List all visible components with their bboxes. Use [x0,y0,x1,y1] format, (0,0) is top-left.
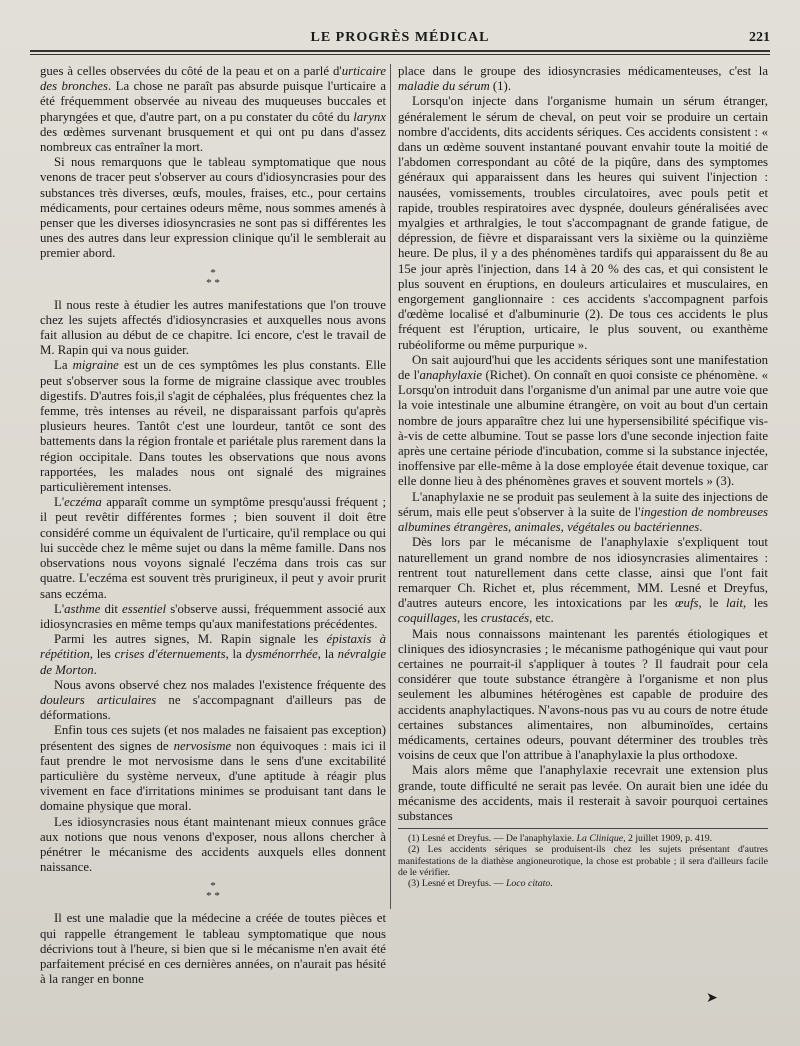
footnote-rule [398,828,768,829]
paragraph: Nous avons observé chez nos malades l'existence fréquente des douleurs articulaires ne s'accompagnant d'ailleurs pas de déformations. [40,677,386,723]
paragraph: L'eczéma apparaît comme un symptôme presqu'aussi fréquent ; il peut revêtir différentes formes ; bien souvent il doit être considéré comme un équivalent de l'urticaire, qu'il remplace ou qui lui succède chez le même sujet ou dans la même famille. Dans nos observations nous voyons signalé l'eczéma dans trois cas sur quatre. L'eczéma est souvent très prurigineux, il peut y avoir prurit sans eczéma. [40,495,386,601]
footnotes [398,833,768,889]
paragraph: Lorsqu'on injecte dans l'organisme humain un sérum étranger, généralement le sérum de cheval, on peut voir se produire un certain nombre d'accidents, dits accidents sériques. Ces accidents consistent : « dans un œdème souvent instantané pouvant envahir toute la moitié de l'abdomen correspondant au côté de la piqûre, dans des symptomes généraux qui apparaissent dans les heures qui suivent l'injection : nausées, vomissements, troubles circulatoires, avec pouls petit et rapide, troubles respiratoires avec dyspnée, douleurs généralisées avec myalgies et arthralgies, le tout s'accompagnant de grande fatigue, de dépression, de fièvre et disparaissant vers la sixième ou la quinzième heure. De plus, il y a des phénomènes tardifs qui apparaissent du 8e au 15e jour après l'injection, dans 14 à 20 % des cas, et qui consistent le plus souvent en éruptions, en douleurs articulaires et musculaires, en engorgement ganglionnaire : ces accidents s'accompagnent parfois d'œdème localisé et d'albuminurie (2). De tous ces accidents le plus fréquent est l'éruption, urticaire, le plus souvent, ou exanthème rubéoliforme ou même purpurique ». [398,94,768,352]
section-separator-stars: * * * [206,880,220,903]
paragraph: gues à celles observées du côté de la peau et on a parlé d'urticaire des bronches. La chose ne paraît pas absurde puisque l'urticaire a été fréquemment observée au niveau des muqueuses buccales et pharyngées et que, d'autre part, on a pu constater du côté du larynx des œdèmes survenant brusquement et qui ont pu dans d'assez nombreux cas entraîner la mort. [40,64,386,155]
footnote-1: (1) Lesné et Dreyfus. — De l'anaphylaxie. La Clinique, 2 juillet 1909, p. 419. [408,833,713,845]
paragraph: L'asthme dit essentiel s'observe aussi, fréquemment associé aux idiosyncrasies en même temps qu'aux manifestations précédentes. [40,601,386,631]
journal-title: LE PROGRÈS MÉDICAL [310,30,490,45]
right-column [398,64,768,889]
paragraph: Il nous reste à étudier les autres manifestations que l'on trouve chez les sujets affectés d'idiosyncrasies et auxquelles nous avons fait allusion au début de ce chapitre. Ici encore, c'est le travail de M. Rapin qui va nous guider. [40,297,386,358]
paragraph: Il est une maladie que la médecine a créée de toutes pièces et qui rappelle étrangement le tableau symptomatique que nous décrivions tout à l'heure, si bien que si le mécanisme n'en avait été parfaitement précisé en ces dernières années, on n'aurait pas hésité à la ranger en bonne [40,911,386,987]
paragraph: Mais nous connaissons maintenant les parentés étiologiques et cliniques des idiosyncrasies ; le mécanisme pathogénique qui vaut pour certaines ne pourrait-il s'appliquer à toutes ? Il faudrait pour cela considérer que toute substance étrangère à l'organisme et non plus seulement les albumines hétérogènes est capable de produire des accidents anaphylactiques. N'avons-nous pas vu au cours de notre étude certaines substances alimentaires, non albuminoïdes, certains médicaments, certaines odeurs, pouvant déterminer des troubles très voisins de ceux que l'on attribue à l'anaphylaxie la plus orthodoxe. [398,626,768,763]
paragraph: L'anaphylaxie ne se produit pas seulement à la suite des injections de sérum, mais elle peut s'observer à la suite de l'ingestion de nombreuses albumines étrangères, animales, végétales ou bactériennes. [398,489,768,535]
paragraph: Dès lors par le mécanisme de l'anaphylaxie s'expliquent tout naturellement un grand nombre de nos idiosyncrasies alimentaires : rentrent tout naturellement dans cette classe, ainsi que l'ont fait remarquer Ch. Richet et, plus récemment, MM. Lesné et Dreyfus, d'autres auteurs encore, les intoxications par les œufs, le lait, les coquillages, les crustacés, etc. [398,535,768,626]
paragraph: Les idiosyncrasies nous étant maintenant mieux connues grâce aux notions que nous venons d'exposer, nous allons chercher à pénétrer le mécanisme des accidents auxquels elles donnent naissance. [40,814,386,875]
paragraph: place dans le groupe des idiosyncrasies médicamenteuses, c'est la maladie du sérum (1). [398,64,768,94]
section-separator-stars: * * * [206,266,220,289]
paragraph: Parmi les autres signes, M. Rapin signale les épistaxis à répétition, les crises d'éternuements, la dysménorrhée, la névralgie de Morton. [40,632,386,677]
page-turn-arrow-icon: ➤ [706,991,718,1006]
paragraph: Enfin tous ces sujets (et nos malades ne faisaient pas exception) présentent des signes de nervosisme non équivoques : mais ici il faut prendre le mot nervosisme dans le sens d'une excitabilité particulière du système nerveux, d'une aptitude à réagir plus vivement en face d'irritations minimes se produisant tant dans le domaine physique que moral. [40,723,386,814]
page-number: 221 [749,30,770,45]
paragraph: On sait aujourd'hui que les accidents sériques sont une manifestation de l'anaphylaxie (Richet). On connaît en quoi consiste ce phénomène. « Lorsqu'on introduit dans l'organisme d'un animal par une autre voie que la voie intestinale une albumine étrangère, on voit au bout d'un certain nombre de jours apparaître chez lui une hypersensibilité spécifique vis-à-vis de cette albumine. Tout se passe lors d'une seconde injection faite après une certaine période d'incubation, comme si la substance injectée, inoffensive par elle-même à la dose employée était devenue toxique, car elle donne lieu à des phénomènes graves et souvent mortels » (3). [398,352,768,489]
header-rule [30,50,770,55]
running-head [30,30,770,52]
footnote-3: (3) Lesné et Dreyfus. — Loco citato. [408,877,553,889]
paragraph: Mais alors même que l'anaphylaxie recevrait une extension plus grande, toute difficulté ne serait pas levée. On aurait bien une idée du mécanisme des accidents, mais il resterait à savoir pourquoi certaines substances [398,763,768,823]
paragraph: Si nous remarquons que le tableau symptomatique que nous venons de tracer peut s'observer au cours d'idiosyncrasies pour des substances très diverses, œufs, moules, fraises, etc., pour certains médicaments, pour certaines odeurs même, nous sommes amenés à penser que les diverses idiosyncrasies ne sont pas si différentes les unes des autres dans leur expression clinique qu'il le semblerait au premier abord. [40,155,386,261]
paragraph: La migraine est un de ces symptômes les plus constants. Elle peut s'observer sous la forme de migraine classique avec troubles digestifs. D'autres fois,il s'agit de céphalées, plus fréquentes chez la femme, très intenses au réveil, ne disparaissant parfois qu'après plusieurs heures. Tantôt c'est une lourdeur, tantôt ce sont des battements dans la région frontale et pariétale plus rarement dans la région occipitale. Dans toutes les observations que nous avons rapportées, les malades nous ont signalé des migraines particulièrement intenses. [40,358,386,495]
column-divider [390,64,391,909]
left-column [40,64,386,987]
footnote-2: (2) Les accidents sériques se produisent-ils chez les sujets présentant d'autres manifestations de la diathèse angioneurotique, la chose est probable ; il sera d'ailleurs facile de le vérifier. [398,844,768,878]
